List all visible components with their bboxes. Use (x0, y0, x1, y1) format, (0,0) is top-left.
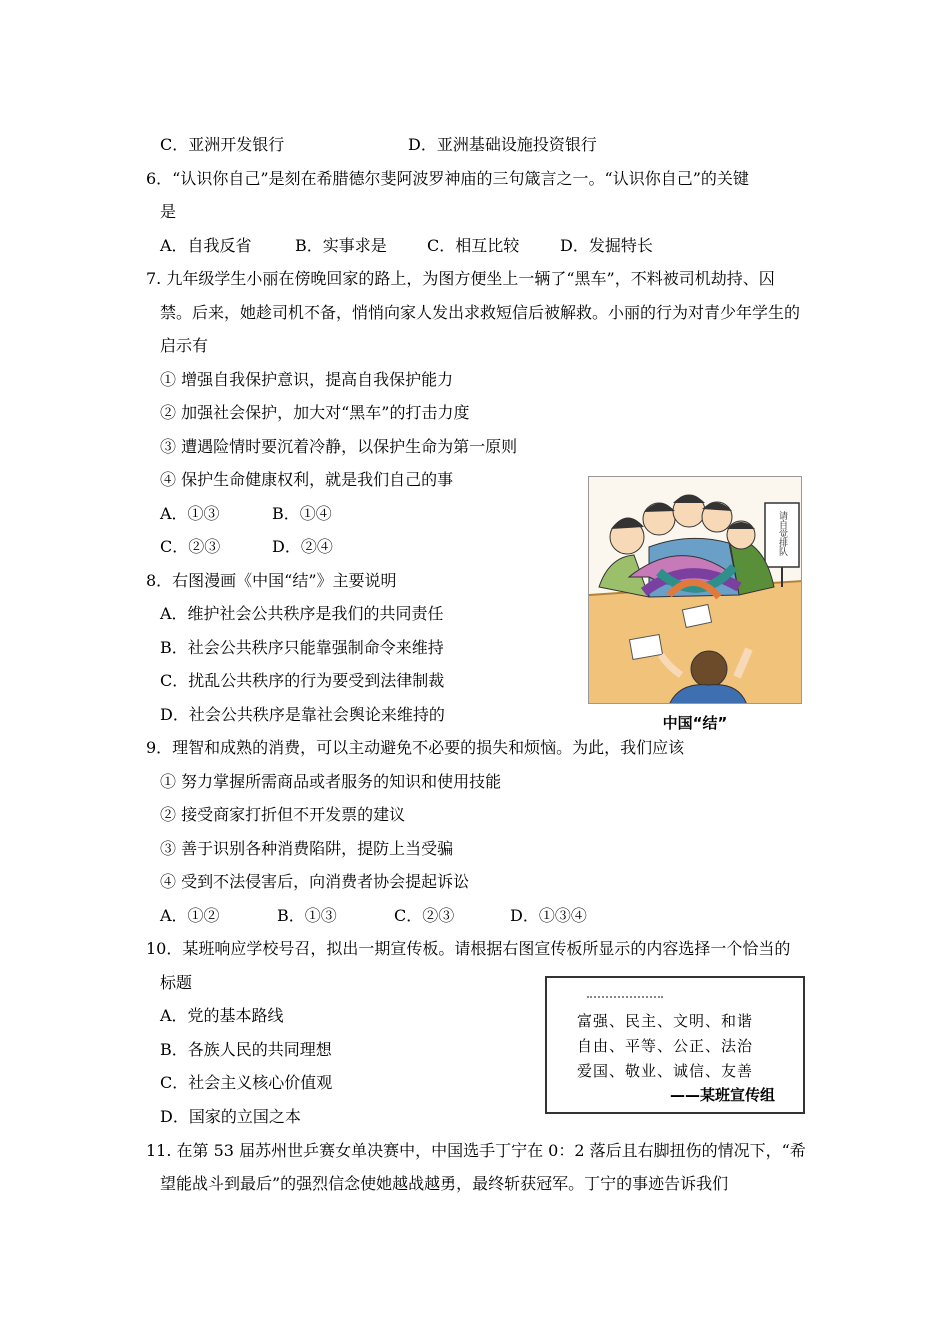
cartoon-caption: 中国“结” (662, 714, 728, 732)
q7-stem-line1: 7. 九年级学生小丽在傍晚回家的路上，为图方便坐上一辆了“黑车”，不料被司机劫持、囚 (146, 269, 775, 288)
q8-stem: 8．右图漫画《中国“结”》主要说明 (146, 571, 397, 590)
q10-option-a: A．党的基本路线 (160, 1006, 284, 1025)
q7-statement-4: ④ 保护生命健康权利，就是我们自己的事 (160, 470, 454, 489)
q9-option-c: C．②③ (394, 906, 455, 925)
q7-stem-line2: 禁。后来，她趁司机不备，悄悄向家人发出求救短信后被解救。小丽的行为对青少年学生的 (160, 303, 801, 322)
q6-stem-line2: 是 (160, 202, 177, 221)
cartoon-illustration (589, 477, 802, 704)
q9-statement-3: ③ 善于识别各种消费陷阱，提防上当受骗 (160, 839, 454, 858)
q5-option-d: D．亚洲基础设施投资银行 (408, 135, 597, 154)
q7-option-a: A．①③ (160, 504, 220, 523)
cartoon-queue-sign: 请自觉排队 (777, 511, 787, 556)
q9-option-b: B．①③ (277, 906, 337, 925)
q10-option-c: C．社会主义核心价值观 (160, 1073, 333, 1092)
q7-statement-2: ② 加强社会保护，加大对“黑车”的打击力度 (160, 403, 470, 422)
q8-option-d: D．社会公共秩序是靠社会舆论来维持的 (160, 705, 445, 724)
q11-stem-line1: 11. 在第 53 届苏州世乒赛女单决赛中，中国选手丁宁在 0：2 落后且右脚扭伤的情况下，“希 (146, 1141, 806, 1160)
q10-stem-line1: 10．某班响应学校号召，拟出一期宣传板。请根据右图宣传板所显示的内容选择一个恰当的 (146, 939, 791, 958)
q7-stem-line3: 启示有 (160, 336, 209, 355)
q10-stem-line2: 标题 (160, 973, 193, 992)
q8-option-c: C．扰乱公共秩序的行为要受到法律制裁 (160, 671, 445, 690)
q7-statement-1: ① 增强自我保护意识，提高自我保护能力 (160, 370, 454, 389)
q7-option-b: B．①④ (272, 504, 332, 523)
q7-option-d: D．②④ (272, 537, 333, 556)
board-line-1: 富强、民主、文明、和谐 (577, 1012, 754, 1030)
board-line-2: 自由、平等、公正、法治 (577, 1037, 754, 1055)
q9-option-d: D．①③④ (510, 906, 587, 925)
board-signature: ——某班宣传组 (669, 1086, 775, 1104)
q8-option-a: A．维护社会公共秩序是我们的共同责任 (160, 604, 444, 623)
q9-statement-1: ① 努力掌握所需商品或者服务的知识和使用技能 (160, 772, 502, 791)
q9-statement-4: ④ 受到不法侵害后，向消费者协会提起诉讼 (160, 872, 470, 891)
q7-option-c: C．②③ (160, 537, 221, 556)
q6-option-c: C．相互比较 (427, 236, 520, 255)
q7-statement-3: ③ 遭遇险情时要沉着冷静，以保护生命为第一原则 (160, 437, 518, 456)
board-line-3: 爱国、敬业、诚信、友善 (577, 1062, 754, 1080)
q8-option-b: B．社会公共秩序只能靠强制命令来维持 (160, 638, 444, 657)
q9-statement-2: ② 接受商家打折但不开发票的建议 (160, 805, 406, 824)
cartoon-china-knot (588, 476, 802, 704)
q10-option-d: D．国家的立国之本 (160, 1107, 301, 1126)
q5-option-c: C．亚洲开发银行 (160, 135, 285, 154)
q10-option-b: B．各族人民的共同理想 (160, 1040, 332, 1059)
board-title-blank (587, 996, 663, 998)
propaganda-board (545, 976, 805, 1114)
q6-option-b: B．实事求是 (295, 236, 387, 255)
q6-option-d: D．发掘特长 (560, 236, 653, 255)
q11-stem-line2: 望能战斗到最后”的强烈信念使她越战越勇，最终斩获冠军。丁宁的事迹告诉我们 (160, 1174, 729, 1193)
q9-option-a: A．①② (160, 906, 220, 925)
q6-option-a: A．自我反省 (160, 236, 252, 255)
q9-stem: 9．理智和成熟的消费，可以主动避免不必要的损失和烦恼。为此，我们应该 (146, 738, 685, 757)
q6-stem-line1: 6．“认识你自己”是刻在希腊德尔斐阿波罗神庙的三句箴言之一。“认识你自己”的关键 (146, 169, 749, 188)
